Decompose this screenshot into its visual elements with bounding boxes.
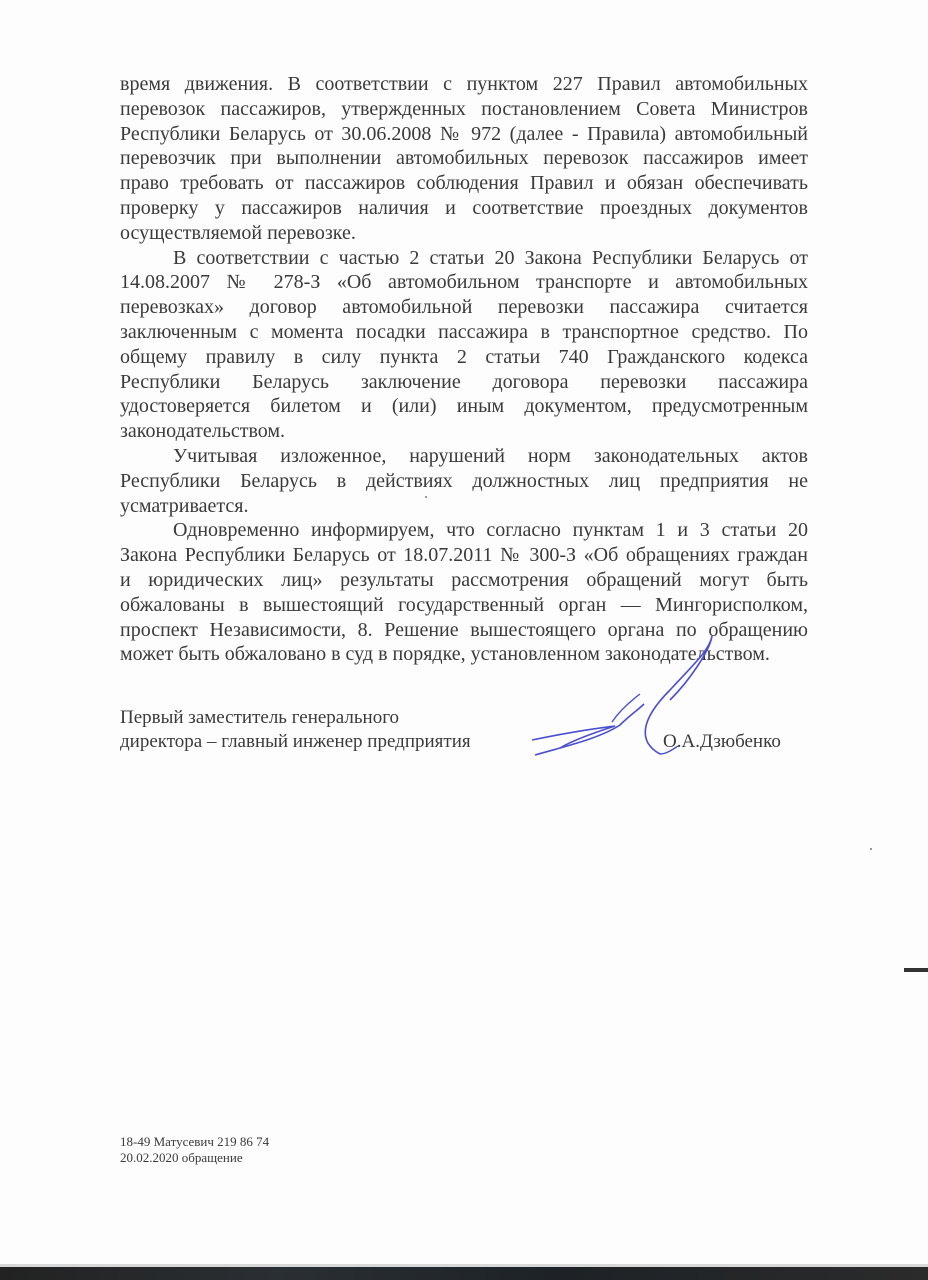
paragraph-4-line: может быть обжаловано в суд в порядке, установленном законодательством. <box>120 643 770 666</box>
paragraph-3-line: усматривается. <box>120 494 249 517</box>
paragraph-2-line: Республики Беларусь заключение договора перевозки пассажира <box>120 370 808 393</box>
signatory-title-line1: Первый заместитель генерального <box>120 707 400 728</box>
paragraph-4-line: Закона Республики Беларусь от 18.07.2011 № 300-З «Об обращениях граждан <box>120 544 808 567</box>
paragraph-1-line: Республики Беларусь от 30.06.2008 № 972 (далее - Правила) автомобильный <box>120 122 808 145</box>
footer-executor: 18-49 Матусевич 219 86 74 <box>120 1134 270 1149</box>
scan-bottom-strip <box>0 1267 928 1280</box>
signatory-name: О.А.Дзюбенко <box>663 731 781 752</box>
scan-speck <box>870 848 872 850</box>
paragraph-2-line: общему правилу в силу пункта 2 статьи 740 Гражданского кодекса <box>120 345 808 368</box>
paragraph-2-line: заключенным с момента посадки пассажира в транспортное средство. По <box>120 320 808 343</box>
scan-edge-mark <box>904 968 928 972</box>
paragraph-2-line: 14.08.2007 № 278-З «Об автомобильном транспорте и автомобильных <box>120 271 808 294</box>
paragraph-1-line: право требовать от пассажиров соблюдения Правил и обязан обеспечивать <box>120 172 808 195</box>
letter-body <box>120 72 808 667</box>
paragraph-4-line: обжалованы в вышестоящий государственный орган — Мингорисполком, <box>120 593 808 616</box>
footer-date: 20.02.2020 обращение <box>120 1150 243 1165</box>
paragraph-1-line: осуществляемой перевозке. <box>120 221 356 244</box>
paragraph-2-line: удостоверяется билетом и (или) иным документом, предусмотренным <box>120 395 808 418</box>
scan-speck <box>425 496 427 498</box>
paragraph-1-line: время движения. В соответствии с пунктом 227 Правил автомобильных <box>120 73 808 95</box>
paragraph-2-line: законодательством. <box>120 420 286 443</box>
paragraph-1-line: перевозчик при выполнении автомобильных перевозок пассажиров имеет <box>120 147 808 170</box>
executor-footer <box>120 1134 269 1166</box>
paragraph-4-line: и юридических лиц» результаты рассмотрения обращений могут быть <box>120 568 808 591</box>
paragraph-1-line: перевозок пассажиров, утвержденных постановлением Совета Министров <box>120 97 808 120</box>
paragraph-2-line: В соответствии с частью 2 статьи 20 Закона Республики Беларусь от <box>173 246 808 269</box>
paragraph-4-line: проспект Независимости, 8. Решение вышестоящего органа по обращению <box>120 618 808 641</box>
paragraph-4-line: Одновременно информируем, что согласно пунктам 1 и 3 статьи 20 <box>173 519 808 542</box>
paragraph-1-line: проверку у пассажиров наличия и соответствие проездных документов <box>120 196 808 219</box>
paragraph-3-line: Учитывая изложенное, нарушений норм законодательных актов <box>173 444 808 467</box>
signatory-title-line2: директора – главный инженер предприятия <box>120 731 471 752</box>
paragraph-2-line: перевозках» договор автомобильной перевозки пассажира считается <box>120 296 808 319</box>
signatory-title <box>120 706 471 754</box>
paragraph-3-line: Республики Беларусь в действиях должностных лиц предприятия не <box>120 469 808 492</box>
